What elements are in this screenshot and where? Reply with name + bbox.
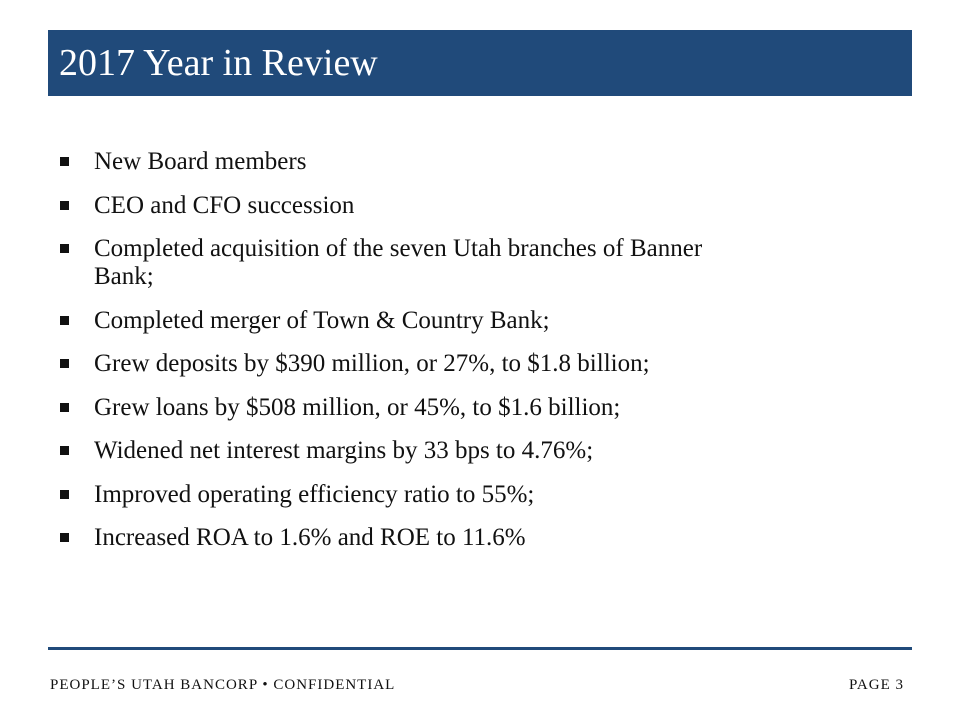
square-bullet-icon bbox=[60, 244, 69, 253]
square-bullet-icon bbox=[60, 403, 69, 412]
square-bullet-icon bbox=[60, 533, 69, 542]
bullet-text: Widened net interest margins by 33 bps to 4.76%; bbox=[94, 437, 594, 464]
bullet-text: Completed acquisition of the seven Utah branches of Banner Bank; bbox=[94, 235, 703, 290]
bullet-text: Completed merger of Town & Country Bank; bbox=[94, 306, 550, 334]
bullet-text: Increased ROA to 1.6% and ROE to 11.6% bbox=[94, 524, 526, 551]
square-bullet-icon bbox=[60, 490, 69, 499]
square-bullet-icon bbox=[60, 157, 69, 166]
bullet-item bbox=[58, 394, 878, 422]
bullet-item bbox=[58, 437, 878, 465]
bullet-item bbox=[58, 350, 878, 378]
bullet-text: Improved operating efficiency ratio to 55%; bbox=[94, 480, 535, 508]
slide-title: 2017 Year in Review bbox=[59, 42, 378, 84]
page-number: PAGE 3 bbox=[848, 677, 904, 693]
square-bullet-icon bbox=[60, 201, 69, 210]
bullet-text: Grew loans by $508 million, or 45%, to $1.6 billion; bbox=[94, 393, 621, 421]
bullet-item bbox=[58, 148, 878, 176]
square-bullet-icon bbox=[60, 359, 69, 368]
square-bullet-icon bbox=[60, 446, 69, 455]
footer-divider bbox=[48, 647, 912, 650]
bullet-item bbox=[58, 481, 878, 509]
bullet-text: Grew deposits by $390 million, or 27%, to $1.8 billion; bbox=[94, 350, 650, 377]
footer-company-label: PEOPLE’S UTAH BANCORP • CONFIDENTIAL bbox=[50, 677, 396, 693]
bullet-item bbox=[58, 192, 878, 220]
bullet-text: New Board members bbox=[94, 148, 307, 175]
bullet-list bbox=[58, 148, 878, 568]
bullet-text: CEO and CFO succession bbox=[94, 191, 355, 219]
bullet-item bbox=[58, 235, 878, 291]
bullet-item bbox=[58, 307, 878, 335]
square-bullet-icon bbox=[60, 316, 69, 325]
title-bar bbox=[48, 30, 912, 96]
bullet-item bbox=[58, 524, 878, 552]
